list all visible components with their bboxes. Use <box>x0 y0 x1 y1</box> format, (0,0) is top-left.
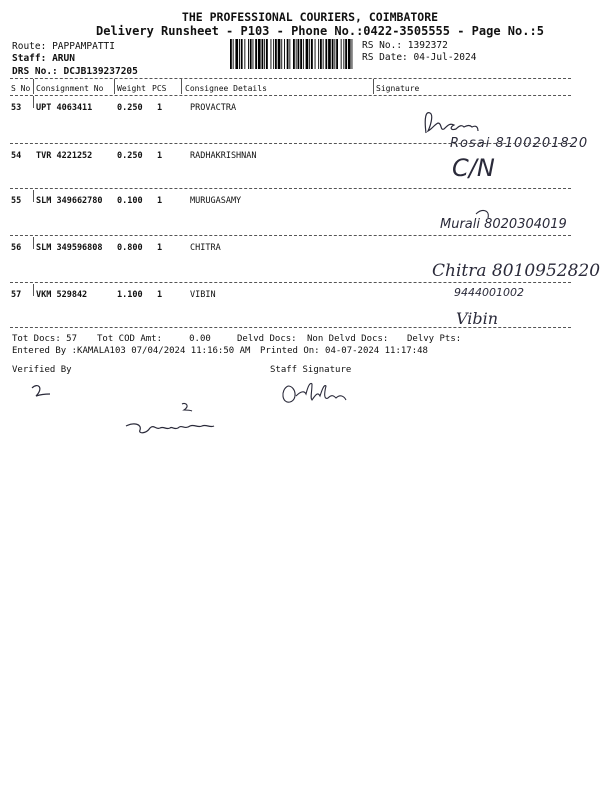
verified-by-label: Verified By <box>12 365 72 375</box>
handwriting-row-54: C/N <box>452 154 495 182</box>
row-weight: 0.100 <box>117 196 143 206</box>
rs-no-label: RS No.: <box>362 40 403 51</box>
col-divider <box>33 284 34 296</box>
col-divider <box>33 190 34 202</box>
rs-date-value: 04-Jul-2024 <box>413 52 477 63</box>
row-rule <box>10 143 571 144</box>
printed-on: Printed On: 04-07-2024 11:17:48 <box>260 346 428 356</box>
col-header-signature: Signature <box>376 84 420 93</box>
delvd-docs: Delvd Docs: <box>237 334 297 344</box>
row-pcs: 1 <box>157 243 163 253</box>
handwriting-row-55: Murali 8020304019 <box>440 217 567 232</box>
handwriting-row-56: Chitra 8010952820 <box>432 261 600 281</box>
row-pcs: 1 <box>157 290 163 300</box>
route-line <box>12 41 115 52</box>
row-consignee: PROVACTRA <box>190 103 237 113</box>
col-divider <box>181 79 182 94</box>
col-divider <box>33 79 34 94</box>
handwriting-row-57-phone: 9444001002 <box>454 286 524 299</box>
row-consignment: SLM 349662780 <box>36 196 103 206</box>
drs-line <box>12 66 138 77</box>
non-delvd-docs: Non Delvd Docs: <box>307 334 389 344</box>
row-weight: 1.100 <box>117 290 143 300</box>
col-header-weight: Weight <box>117 84 146 93</box>
table-bottom-rule <box>10 327 571 328</box>
col-header-sno: S No <box>11 84 31 93</box>
row-sno: 56 <box>11 243 22 253</box>
route-value: PAPPAMPATTI <box>52 41 115 52</box>
row-rule <box>10 188 571 189</box>
rs-date-label: RS Date: <box>362 52 408 63</box>
col-header-pcs: PCS <box>152 84 167 93</box>
row-pcs: 1 <box>157 196 163 206</box>
row-consignee: VIBIN <box>190 290 216 300</box>
row-consignment: UPT 4063411 <box>36 103 93 113</box>
runsheet-title: Delivery Runsheet - P103 - Phone No.:0422-3505555 - Page No.:5 <box>96 24 544 38</box>
row-sno: 55 <box>11 196 22 206</box>
drs-value: DCJB139237205 <box>63 66 138 77</box>
col-divider <box>373 79 374 94</box>
rs-no-value: 1392372 <box>407 40 448 51</box>
company-name: THE PROFESSIONAL COURIERS, COIMBATORE <box>181 10 439 24</box>
row-pcs: 1 <box>157 103 163 113</box>
signature-row-57 <box>450 280 570 330</box>
drs-label: DRS No.: <box>12 66 58 77</box>
entered-by: Entered By :KAMALA103 07/04/2024 11:16:50 AM <box>12 346 251 356</box>
barcode-image <box>230 39 352 69</box>
col-divider <box>33 96 34 108</box>
row-consignee: RADHAKRISHNAN <box>190 151 257 161</box>
staff-value: ARUN <box>52 53 75 64</box>
verified-by-signature <box>28 380 68 404</box>
col-divider <box>33 237 34 249</box>
row-sno: 53 <box>11 103 22 113</box>
row-sno: 54 <box>11 151 22 161</box>
rs-no-line <box>362 40 448 51</box>
col-header-consignee: Consignee Details <box>185 84 267 93</box>
row-consignment: VKM 529842 <box>36 290 88 300</box>
table-header-rule <box>10 95 571 96</box>
delvy-pts: Delvy Pts: <box>407 334 462 344</box>
col-header-consignment: Consignment No <box>36 84 104 93</box>
staff-label: Staff: <box>12 53 47 64</box>
staff-line <box>12 53 75 64</box>
col-divider <box>114 79 115 94</box>
handwriting-row-53: Rosai 8100201820 <box>450 136 589 151</box>
verified-by-signature-second <box>120 400 230 440</box>
signature-row-54 <box>448 146 528 186</box>
tot-cod-amt: Tot COD Amt: 0.00 <box>97 334 211 344</box>
row-sno: 57 <box>11 290 22 300</box>
staff-signature-label: Staff Signature <box>270 365 352 375</box>
row-consignee: CHITRA <box>190 243 221 253</box>
tot-docs: Tot Docs: 57 <box>12 334 78 344</box>
row-consignee: MURUGASAMY <box>190 196 242 206</box>
row-weight: 0.250 <box>117 103 143 113</box>
table-top-rule <box>10 78 571 79</box>
row-consignment: SLM 349596808 <box>36 243 103 253</box>
route-label: Route: <box>12 41 47 52</box>
row-rule <box>10 235 571 236</box>
staff-signature <box>278 378 358 410</box>
row-pcs: 1 <box>157 151 163 161</box>
row-consignment: TVR 4221252 <box>36 151 93 161</box>
handwriting-row-57: Vibin <box>456 309 499 328</box>
rs-date-line <box>362 52 476 63</box>
row-weight: 0.250 <box>117 151 143 161</box>
row-weight: 0.800 <box>117 243 143 253</box>
